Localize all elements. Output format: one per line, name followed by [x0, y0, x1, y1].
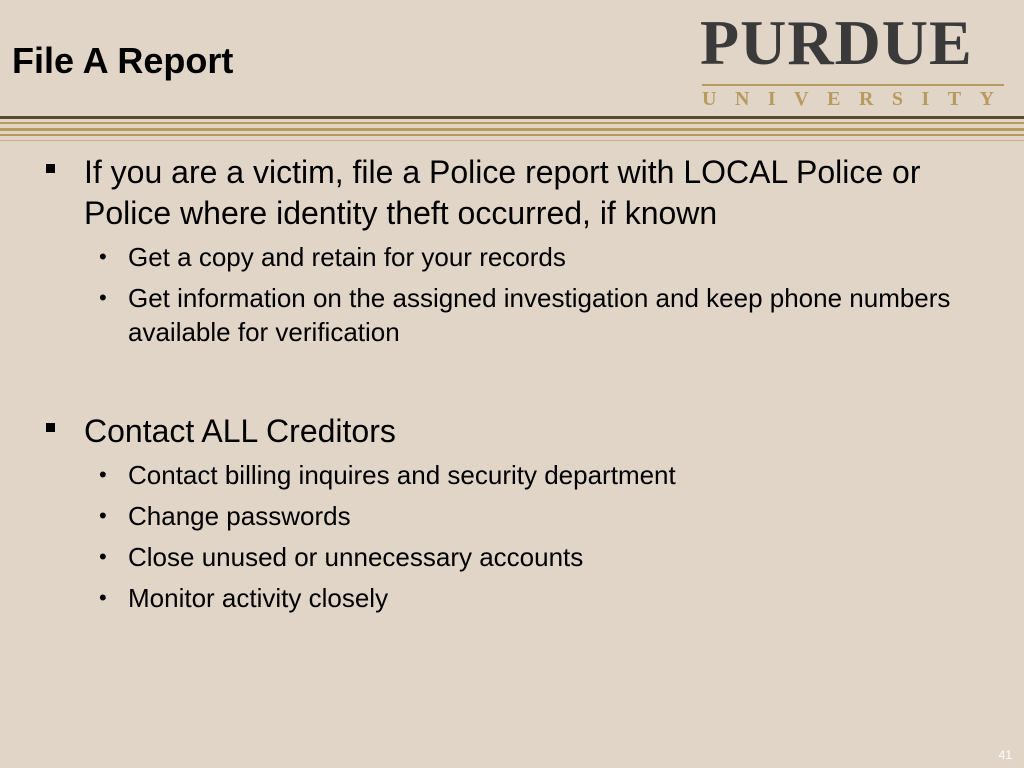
sub-bullet-text: Get a copy and retain for your records — [128, 242, 566, 272]
header-divider-gold-4 — [0, 140, 1024, 141]
sub-bullet-get-information — [99, 281, 958, 349]
header-divider-gold-3 — [0, 134, 1024, 136]
header-divider-gold-2 — [0, 128, 1024, 131]
header-divider-dark — [0, 116, 1024, 119]
purdue-university-logo — [700, 7, 1013, 112]
square-bullet-icon — [46, 164, 55, 173]
sub-bullet-text: Get information on the assigned investigation and keep phone numbers available for verification — [128, 283, 951, 347]
sub-bullet-contact-billing — [99, 458, 958, 492]
logo-subtitle: UNIVERSITY — [702, 88, 1013, 110]
sub-bullet-change-passwords — [99, 499, 958, 533]
round-bullet-icon: • — [99, 585, 107, 610]
bullet-police-report — [84, 152, 994, 234]
logo-wordmark: PURDUE — [700, 7, 973, 78]
bullet-contact-creditors — [84, 411, 994, 452]
round-bullet-icon: • — [99, 503, 107, 528]
page-number: 41 — [998, 748, 1012, 762]
sub-bullet-text: Change passwords — [128, 501, 351, 531]
sub-bullet-text: Close unused or unnecessary accounts — [128, 542, 584, 572]
sub-bullet-get-copy — [99, 240, 958, 274]
sub-bullet-monitor-activity — [99, 581, 958, 615]
sub-bullet-close-accounts — [99, 540, 958, 574]
bullet-text: Contact ALL Creditors — [84, 413, 396, 449]
round-bullet-icon: • — [99, 462, 107, 487]
square-bullet-icon — [46, 423, 55, 432]
slide-title: File A Report — [12, 40, 234, 81]
round-bullet-icon: • — [99, 544, 107, 569]
logo-rule — [702, 84, 1004, 86]
sub-bullet-text: Contact billing inquires and security department — [128, 460, 676, 490]
header-divider-gold-1 — [0, 122, 1024, 124]
sub-bullet-text: Monitor activity closely — [128, 583, 389, 613]
bullet-text: If you are a victim, file a Police report with LOCAL Police or Police where identity theft occurred, if known — [84, 154, 921, 231]
round-bullet-icon: • — [99, 244, 107, 269]
round-bullet-icon: • — [99, 285, 107, 310]
